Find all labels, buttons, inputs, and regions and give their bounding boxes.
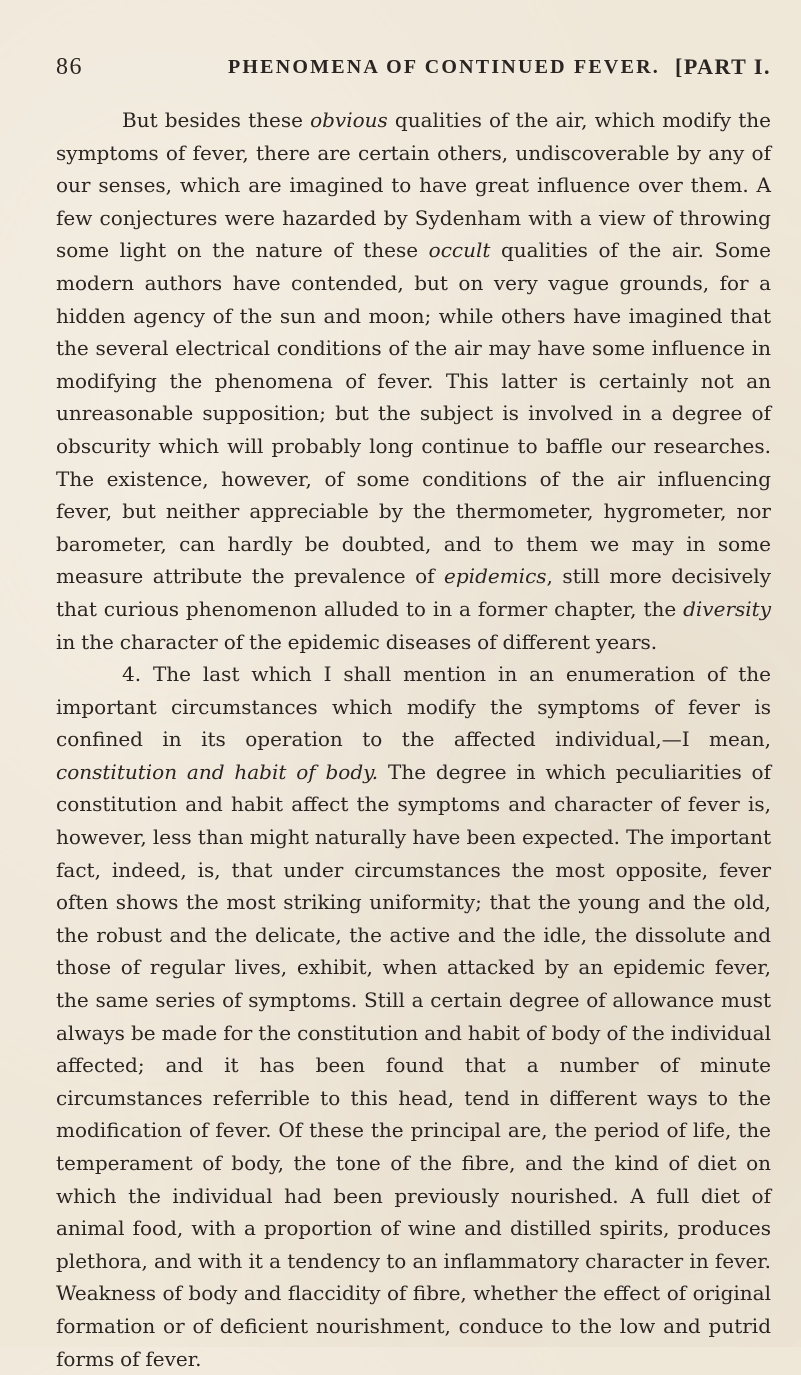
text-run: qualities of the air, which modify the symptoms of fever, there are certain others, undiscoverable by any of our senses, which are imagined to have great influence over them. A few conjectures were hazarded by Sydenham with a view of throwing some light on the nature of these <box>56 108 772 263</box>
italic-text: obvious <box>310 108 388 132</box>
body-text <box>56 104 771 1375</box>
running-part: [PART I. <box>675 54 771 79</box>
paragraph <box>56 658 771 1375</box>
italic-text: constitution and habit of body. <box>56 759 379 784</box>
text-run: in the character of the epidemic diseases of different years. <box>56 629 658 654</box>
italic-text: occult <box>428 238 491 263</box>
paragraph <box>56 104 771 658</box>
running-head <box>56 54 771 84</box>
text-run: 4. The last which I shall mention in an enumeration of the important circumstances which modify the symptoms of fever is confined in its operation to the affected individual,—I mean, <box>56 662 771 752</box>
text-run: The degree in which peculiarities of constitution and habit affect the symptoms and character of fever is, however, less than might naturally have been expected. The important fact, indeed, is, that under circumstances the most opposite, fever often shows the most striking uniformity; that the young and the old, the robust and the delicate, the active and the idle, the dissolute and those of regular lives, exhibit, when attacked by an epidemic fever, the same series of symptoms. Still a certain degree of allowance must always be made for the constitution and habit of body of the individual affected; and it has been found that a number of minute circumstances referrible to this head, tend in different ways to the modification of fever. Of these the principal are, the period of life, the temperament of body, the tone of the fibre, and the kind of diet on which the individual had been previously nourished. A full diet of animal food, with a proportion of wine and distilled spirits, produces plethora, and with it a tendency to an inflammatory character in fever. Weakness of body and flaccidity of fibre, whether the effect of original formation or of deficient nourishment, conduce to the low and putrid forms of fever. <box>56 759 771 1371</box>
page-number: 86 <box>56 54 83 80</box>
text-run: qualities of the air. Some modern authors have contended, but on very vague grounds, for a hidden agency of the sun and moon; while others have imagined that the several electrical conditions of the air may have some influence in modifying the phenomena of fever. This latter is certainly not an unreasonable supposition; but the subject is involved in a degree of obscurity which will probably long continue to baffle our researches. The existence, however, of some conditions of the air influencing fever, but neither appreciable by the thermometer, hygrometer, nor barometer, can hardly be doubted, and to them we may in some measure attribute the prevalence of <box>56 238 771 589</box>
italic-text: diversity <box>683 596 771 621</box>
italic-text: epidemics <box>444 564 547 589</box>
text-run: But besides these <box>122 108 311 132</box>
running-title: PHENOMENA OF CONTINUED FEVER. <box>228 56 660 78</box>
text-run: , still more decisively that curious phenomenon alluded to in a former chapter, the <box>56 564 771 621</box>
